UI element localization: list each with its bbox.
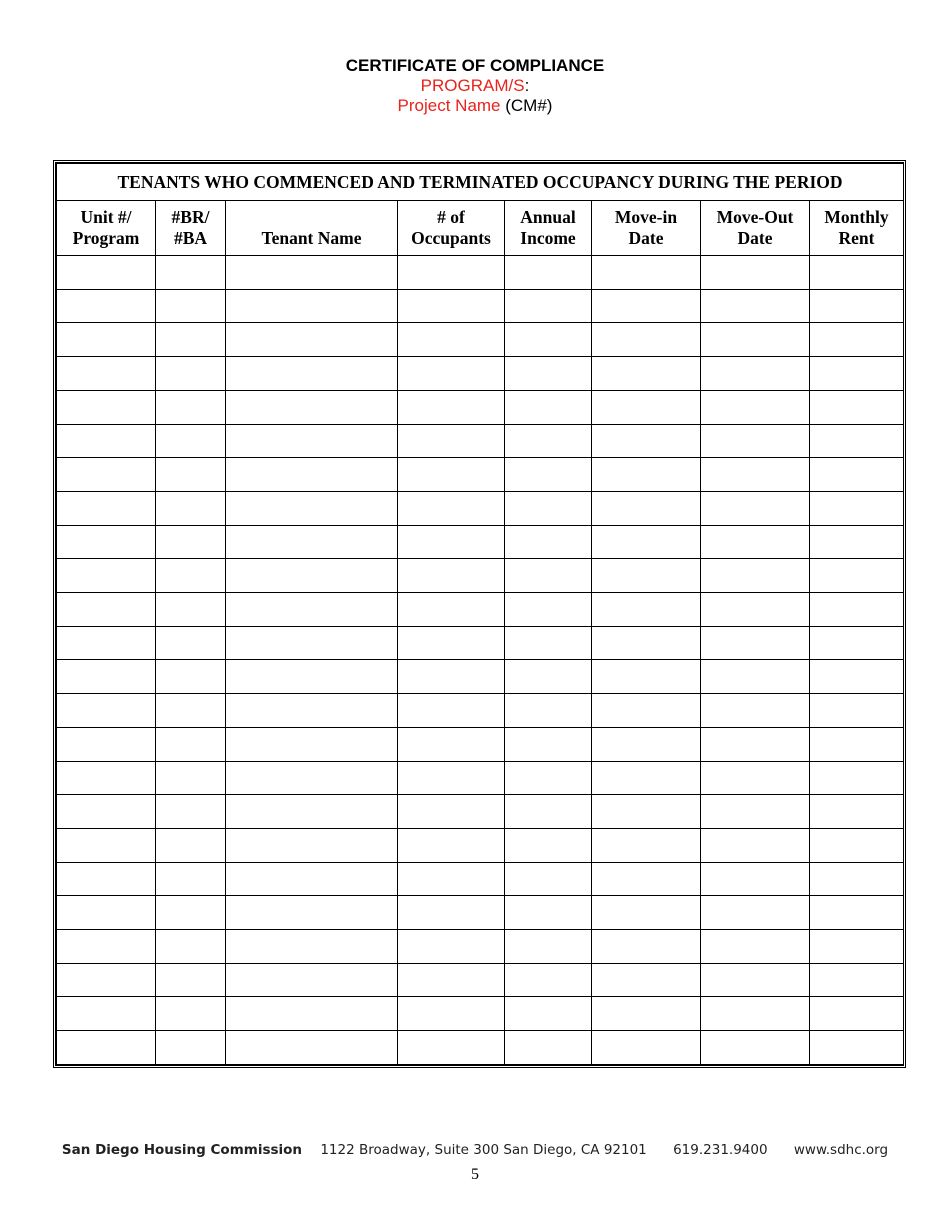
table-cell[interactable] — [701, 896, 810, 930]
table-cell[interactable] — [810, 525, 904, 559]
column-header — [398, 201, 505, 256]
table-row — [57, 1031, 904, 1065]
footer-phone: 619.231.9400 — [673, 1142, 768, 1158]
table-cell[interactable] — [156, 357, 226, 391]
table-cell[interactable] — [226, 593, 398, 627]
table-cell[interactable] — [226, 323, 398, 357]
table-cell[interactable] — [57, 289, 156, 323]
table-cell[interactable] — [226, 491, 398, 525]
table-row — [57, 896, 904, 930]
table-cell[interactable] — [505, 626, 592, 660]
table-cell[interactable] — [156, 289, 226, 323]
table-cell[interactable] — [156, 761, 226, 795]
table-cell[interactable] — [701, 593, 810, 627]
project-code: (CM#) — [500, 96, 553, 115]
table-caption: TENANTS WHO COMMENCED AND TERMINATED OCCUPANCY DURING THE PERIOD — [57, 164, 904, 201]
table-cell[interactable] — [592, 424, 701, 458]
table-row — [57, 491, 904, 525]
table-cell[interactable] — [57, 896, 156, 930]
table-cell[interactable] — [398, 1031, 505, 1065]
table-cell[interactable] — [57, 761, 156, 795]
table-cell[interactable] — [226, 828, 398, 862]
table-cell[interactable] — [57, 424, 156, 458]
table-cell[interactable] — [398, 323, 505, 357]
table-cell[interactable] — [226, 458, 398, 492]
table-cell[interactable] — [505, 424, 592, 458]
table-cell[interactable] — [701, 256, 810, 290]
table-cell[interactable] — [57, 997, 156, 1031]
table-cell[interactable] — [701, 458, 810, 492]
table-row — [57, 256, 904, 290]
table-cell[interactable] — [398, 256, 505, 290]
table-cell[interactable] — [398, 525, 505, 559]
footer — [0, 1142, 950, 1158]
table-cell[interactable] — [156, 593, 226, 627]
table-cell[interactable] — [592, 727, 701, 761]
table-cell[interactable] — [398, 896, 505, 930]
table-cell[interactable] — [701, 930, 810, 964]
table-cell[interactable] — [398, 828, 505, 862]
column-header — [156, 201, 226, 256]
table-cell[interactable] — [57, 694, 156, 728]
table-cell[interactable] — [592, 323, 701, 357]
table-cell[interactable] — [505, 930, 592, 964]
table-cell[interactable] — [505, 458, 592, 492]
table-cell[interactable] — [505, 559, 592, 593]
table-row — [57, 458, 904, 492]
table-cell[interactable] — [505, 795, 592, 829]
table-cell[interactable] — [505, 963, 592, 997]
table-cell[interactable] — [810, 559, 904, 593]
table-cell[interactable] — [57, 491, 156, 525]
table-cell[interactable] — [701, 626, 810, 660]
table-cell[interactable] — [156, 727, 226, 761]
table-cell[interactable] — [398, 694, 505, 728]
column-header-line2: Date — [737, 228, 773, 248]
table-cell[interactable] — [398, 660, 505, 694]
table-cell[interactable] — [810, 626, 904, 660]
table-cell[interactable] — [592, 761, 701, 795]
table-cell[interactable] — [810, 458, 904, 492]
table-cell[interactable] — [226, 525, 398, 559]
table-cell[interactable] — [57, 458, 156, 492]
table-row — [57, 828, 904, 862]
table-cell[interactable] — [156, 525, 226, 559]
table-cell[interactable] — [810, 896, 904, 930]
tenant-occupancy-table — [56, 163, 904, 1065]
table-cell[interactable] — [701, 424, 810, 458]
column-header-line1: # of — [437, 207, 465, 227]
footer-address: 1122 Broadway, Suite 300 San Diego, CA 92101 — [320, 1142, 647, 1158]
document-title: CERTIFICATE OF COMPLIANCE — [345, 56, 605, 75]
table-cell[interactable] — [701, 491, 810, 525]
table-cell[interactable] — [398, 997, 505, 1031]
table-cell[interactable] — [156, 390, 226, 424]
page-number: 5 — [471, 1166, 479, 1183]
table-cell[interactable] — [226, 930, 398, 964]
table-cell[interactable] — [810, 1031, 904, 1065]
table-row — [57, 963, 904, 997]
table-cell[interactable] — [57, 795, 156, 829]
table-cell[interactable] — [398, 963, 505, 997]
table-cell[interactable] — [505, 593, 592, 627]
table-cell[interactable] — [156, 795, 226, 829]
table-cell[interactable] — [156, 660, 226, 694]
table-cell[interactable] — [226, 390, 398, 424]
table-cell[interactable] — [505, 862, 592, 896]
column-header-line2: Date — [628, 228, 664, 248]
table-row — [57, 930, 904, 964]
table-cell[interactable] — [57, 593, 156, 627]
table-cell[interactable] — [810, 963, 904, 997]
table-cell[interactable] — [592, 593, 701, 627]
column-header-row — [57, 201, 904, 256]
table-cell[interactable] — [156, 963, 226, 997]
table-row — [57, 694, 904, 728]
table-cell[interactable] — [398, 559, 505, 593]
table-cell[interactable] — [592, 559, 701, 593]
table-cell[interactable] — [156, 997, 226, 1031]
table-row — [57, 997, 904, 1031]
table-cell[interactable] — [226, 1031, 398, 1065]
table-cell[interactable] — [810, 660, 904, 694]
table-cell[interactable] — [592, 896, 701, 930]
table-cell[interactable] — [226, 896, 398, 930]
table-cell[interactable] — [810, 862, 904, 896]
table-cell[interactable] — [810, 424, 904, 458]
table-cell[interactable] — [226, 795, 398, 829]
table-cell[interactable] — [701, 1031, 810, 1065]
table-cell[interactable] — [701, 694, 810, 728]
table-cell[interactable] — [592, 1031, 701, 1065]
table-row — [57, 289, 904, 323]
table-cell[interactable] — [57, 930, 156, 964]
column-header-line2: #BA — [173, 228, 208, 248]
table-body — [57, 256, 904, 1065]
document-header — [0, 56, 950, 116]
table-cell[interactable] — [156, 559, 226, 593]
table-cell[interactable] — [398, 390, 505, 424]
table-cell[interactable] — [701, 660, 810, 694]
table-cell[interactable] — [398, 593, 505, 627]
table-cell[interactable] — [57, 862, 156, 896]
table-cell[interactable] — [701, 727, 810, 761]
table-cell[interactable] — [156, 424, 226, 458]
table-cell[interactable] — [156, 930, 226, 964]
table-cell[interactable] — [592, 357, 701, 391]
table-cell[interactable] — [226, 559, 398, 593]
table-row — [57, 626, 904, 660]
table-cell[interactable] — [505, 1031, 592, 1065]
table-cell[interactable] — [592, 390, 701, 424]
table-cell[interactable] — [505, 828, 592, 862]
table-cell[interactable] — [701, 862, 810, 896]
column-header — [57, 201, 156, 256]
table-cell[interactable] — [226, 694, 398, 728]
table-cell[interactable] — [57, 559, 156, 593]
table-cell[interactable] — [505, 896, 592, 930]
table-cell[interactable] — [810, 390, 904, 424]
table-cell[interactable] — [810, 828, 904, 862]
table-row — [57, 559, 904, 593]
table-cell[interactable] — [226, 424, 398, 458]
table-cell[interactable] — [398, 727, 505, 761]
table-cell[interactable] — [592, 828, 701, 862]
table-row — [57, 593, 904, 627]
table-cell[interactable] — [156, 626, 226, 660]
table-cell[interactable] — [810, 289, 904, 323]
table-cell[interactable] — [398, 491, 505, 525]
programs-line — [0, 76, 950, 96]
table-cell[interactable] — [226, 357, 398, 391]
table-cell[interactable] — [810, 761, 904, 795]
column-header — [701, 201, 810, 256]
table-cell[interactable] — [505, 390, 592, 424]
column-header-line1: Unit #/ — [80, 207, 132, 227]
table-cell[interactable] — [810, 727, 904, 761]
table-cell[interactable] — [592, 963, 701, 997]
table-cell[interactable] — [592, 491, 701, 525]
table-cell[interactable] — [505, 660, 592, 694]
table-cell[interactable] — [701, 795, 810, 829]
table-cell[interactable] — [398, 626, 505, 660]
table-cell[interactable] — [57, 323, 156, 357]
programs-label: PROGRAM/S — [420, 76, 525, 95]
table-row — [57, 660, 904, 694]
table-cell[interactable] — [701, 997, 810, 1031]
table-cell[interactable] — [398, 761, 505, 795]
column-header — [592, 201, 701, 256]
table-cell[interactable] — [810, 795, 904, 829]
table-row — [57, 862, 904, 896]
table-cell[interactable] — [505, 256, 592, 290]
table-cell[interactable] — [398, 357, 505, 391]
table-cell[interactable] — [156, 323, 226, 357]
table-row — [57, 424, 904, 458]
table-cell[interactable] — [57, 963, 156, 997]
column-header-line2: Rent — [838, 228, 875, 248]
column-header-line1: #BR/ — [171, 207, 210, 227]
table-row — [57, 795, 904, 829]
table-cell[interactable] — [156, 896, 226, 930]
table-row — [57, 761, 904, 795]
column-header-line2: Program — [72, 228, 140, 248]
table-cell[interactable] — [226, 289, 398, 323]
table-cell[interactable] — [156, 491, 226, 525]
table-cell[interactable] — [57, 525, 156, 559]
table-cell[interactable] — [701, 828, 810, 862]
table-cell[interactable] — [592, 525, 701, 559]
table-cell[interactable] — [226, 997, 398, 1031]
table-cell[interactable] — [810, 997, 904, 1031]
table-cell[interactable] — [592, 997, 701, 1031]
table-row — [57, 525, 904, 559]
column-header-line1: Annual — [520, 207, 576, 227]
tenant-table-frame — [53, 160, 906, 1068]
table-cell[interactable] — [156, 458, 226, 492]
table-row — [57, 390, 904, 424]
project-name: Project Name — [397, 96, 501, 115]
table-cell[interactable] — [701, 390, 810, 424]
table-cell[interactable] — [701, 289, 810, 323]
column-header-line2: Occupants — [411, 228, 491, 248]
project-line — [0, 96, 950, 116]
table-cell[interactable] — [505, 727, 592, 761]
table-cell[interactable] — [810, 323, 904, 357]
table-cell[interactable] — [592, 256, 701, 290]
table-cell[interactable] — [505, 491, 592, 525]
table-cell[interactable] — [505, 323, 592, 357]
table-cell[interactable] — [398, 424, 505, 458]
table-cell[interactable] — [592, 930, 701, 964]
table-cell[interactable] — [398, 458, 505, 492]
table-cell[interactable] — [156, 862, 226, 896]
table-cell[interactable] — [592, 660, 701, 694]
table-cell[interactable] — [57, 828, 156, 862]
table-cell[interactable] — [701, 559, 810, 593]
table-cell[interactable] — [701, 357, 810, 391]
table-cell[interactable] — [57, 727, 156, 761]
programs-colon: : — [524, 76, 530, 95]
column-header-line1: Move-in — [614, 207, 678, 227]
table-cell[interactable] — [810, 491, 904, 525]
column-header-line2: Income — [520, 228, 576, 248]
table-cell[interactable] — [226, 256, 398, 290]
table-row — [57, 323, 904, 357]
table-cell[interactable] — [57, 1031, 156, 1065]
table-cell[interactable] — [226, 660, 398, 694]
table-cell[interactable] — [505, 525, 592, 559]
table-cell[interactable] — [592, 862, 701, 896]
column-header — [810, 201, 904, 256]
table-cell[interactable] — [226, 761, 398, 795]
table-row — [57, 727, 904, 761]
table-cell[interactable] — [810, 930, 904, 964]
table-cell[interactable] — [592, 626, 701, 660]
table-cell[interactable] — [505, 357, 592, 391]
table-cell[interactable] — [810, 357, 904, 391]
table-cell[interactable] — [57, 390, 156, 424]
table-cell[interactable] — [57, 660, 156, 694]
column-header-line1: Monthly — [824, 207, 889, 227]
table-cell[interactable] — [810, 256, 904, 290]
table-cell[interactable] — [226, 626, 398, 660]
column-header-line2: Tenant Name — [261, 227, 362, 248]
footer-website[interactable]: www.sdhc.org — [793, 1142, 889, 1158]
table-cell[interactable] — [398, 862, 505, 896]
table-row — [57, 357, 904, 391]
table-cell[interactable] — [701, 963, 810, 997]
column-header-line1: Move-Out — [716, 207, 794, 227]
table-cell[interactable] — [592, 289, 701, 323]
table-cell[interactable] — [505, 997, 592, 1031]
table-cell[interactable] — [810, 694, 904, 728]
table-cell[interactable] — [592, 694, 701, 728]
table-cell[interactable] — [701, 761, 810, 795]
table-cell[interactable] — [701, 525, 810, 559]
table-cell[interactable] — [398, 930, 505, 964]
table-cell[interactable] — [156, 256, 226, 290]
table-cell[interactable] — [592, 795, 701, 829]
table-cell[interactable] — [701, 323, 810, 357]
table-cell[interactable] — [398, 289, 505, 323]
table-cell[interactable] — [156, 1031, 226, 1065]
table-cell[interactable] — [810, 593, 904, 627]
column-header — [505, 201, 592, 256]
table-cell[interactable] — [226, 727, 398, 761]
table-cell[interactable] — [505, 289, 592, 323]
table-cell[interactable] — [226, 963, 398, 997]
table-cell[interactable] — [505, 761, 592, 795]
table-cell[interactable] — [57, 626, 156, 660]
table-cell[interactable] — [398, 795, 505, 829]
table-cell[interactable] — [226, 862, 398, 896]
table-cell[interactable] — [57, 256, 156, 290]
footer-organization: San Diego Housing Commission — [61, 1142, 303, 1158]
table-cell[interactable] — [505, 694, 592, 728]
table-cell[interactable] — [156, 694, 226, 728]
column-header — [226, 201, 398, 256]
table-cell[interactable] — [592, 458, 701, 492]
table-cell[interactable] — [156, 828, 226, 862]
table-cell[interactable] — [57, 357, 156, 391]
